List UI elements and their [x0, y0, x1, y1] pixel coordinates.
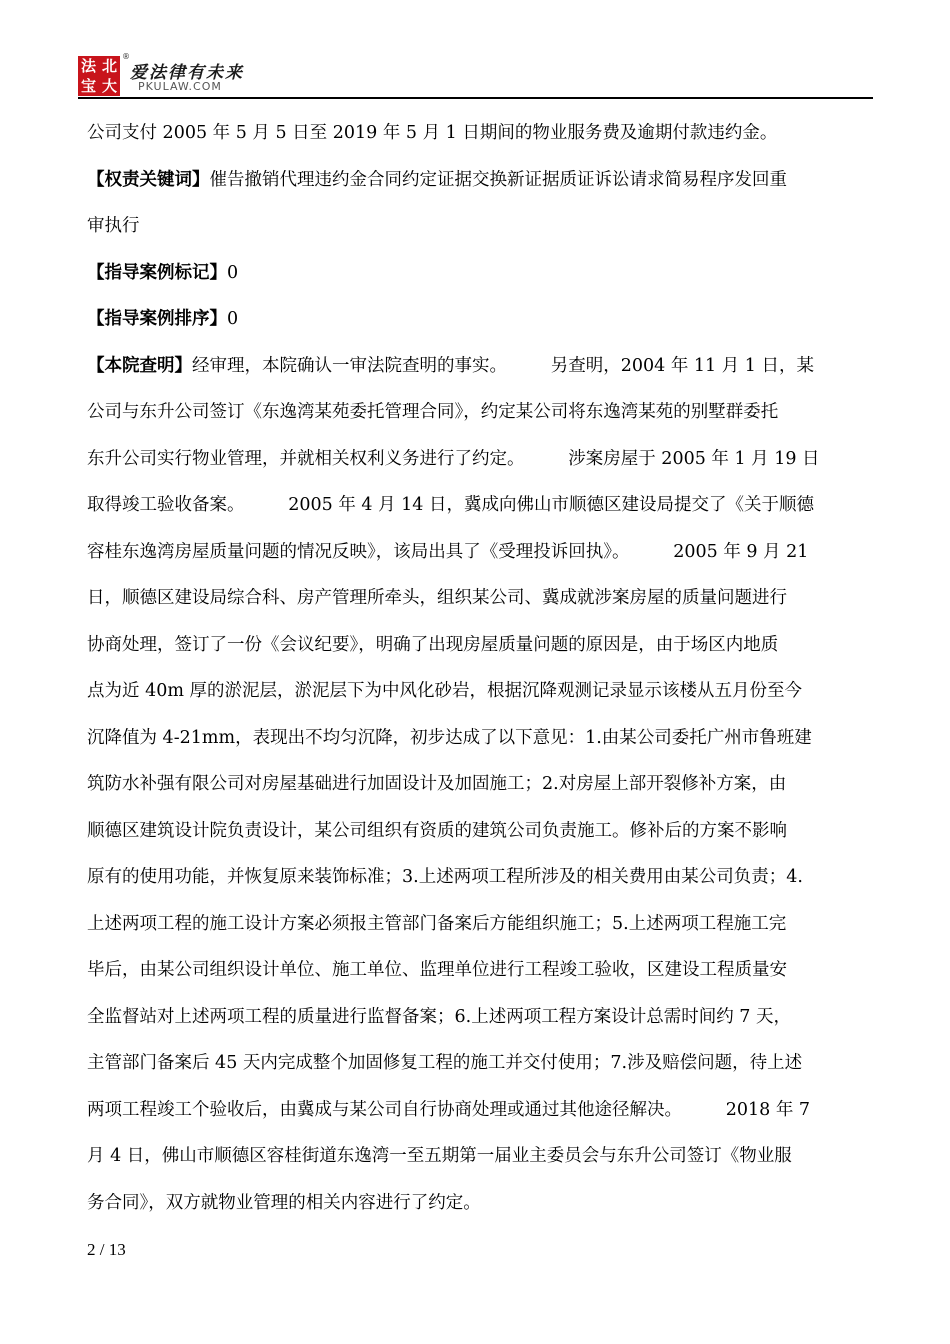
- facts-line: 两项工程竣工个验收后，由冀成与某公司自行协商处理或通过其他途径解决。 2018 年 7: [87, 1099, 811, 1120]
- seal-char-3: 宝: [80, 77, 96, 95]
- facts-line: 毕后，由某公司组织设计单位、施工单位、监理单位进行工程竣工验收，区建设工程质量安: [87, 960, 787, 980]
- facts-line: 日，顺德区建设局综合科、房产管理所牵头，组织某公司、冀成就涉案房屋的质量问题进行: [87, 588, 787, 608]
- facts-line: 顺德区建筑设计院负责设计，某公司组织有资质的建筑公司负责施工。修补后的方案不影响: [87, 820, 787, 841]
- document-body: [87, 110, 867, 1226]
- header-divider: [78, 97, 873, 99]
- seal-char-2: 北: [101, 57, 117, 75]
- registered-mark: ®: [122, 52, 130, 61]
- intro-line: 公司支付 2005 年 5 月 5 日至 2019 年 5 月 1 日期间的物业服务费及逾期付款违约金。: [87, 123, 778, 143]
- facts-line: 上述两项工程的施工设计方案必须报主管部门备案后方能组织施工；5.上述两项工程施工完: [87, 913, 787, 934]
- keywords-text-1: 催告撤销代理违约金合同约定证据交换新证据质证诉讼请求简易程序发回重: [209, 169, 787, 190]
- keywords-paragraph: [87, 157, 867, 250]
- facts-line: 点为近 40m 厚的淤泥层，淤泥层下为中风化砂岩，根据沉降观测记录显示该楼从五月份至今: [87, 681, 802, 701]
- guide-order-value: 0: [227, 309, 239, 329]
- facts-line: 沉降值为 4-21mm，表现出不均匀沉降，初步达成了以下意见：1.由某公司委托广州市鲁班建: [87, 727, 812, 748]
- guide-order-paragraph: [87, 296, 867, 343]
- logo-seal: [78, 56, 120, 96]
- guide-mark-value: 0: [227, 262, 239, 283]
- guide-order-line: [87, 296, 867, 343]
- facts-line: 公司与东升公司签订《东逸湾某苑委托管理合同》，约定某公司将东逸湾某苑的别墅群委托: [87, 402, 779, 422]
- facts-line: 东升公司实行物业管理，并就相关权利义务进行了约定。 涉案房屋于 2005 年 1 月 19 日: [87, 448, 820, 469]
- facts-paragraph: [87, 343, 867, 1227]
- page-header: [78, 52, 873, 98]
- logo-domain: PKULAW.COM: [138, 80, 222, 93]
- seal-char-4: 大: [101, 77, 117, 95]
- keywords-line-1: [87, 157, 867, 204]
- keywords-line-2: 审执行: [87, 216, 140, 236]
- guide-mark-paragraph: [87, 250, 867, 297]
- facts-line: 月 4 日，佛山市顺德区容桂街道东逸湾一至五期第一届业主委员会与东升公司签订《物业服: [87, 1146, 792, 1166]
- facts-text-1: 经审理，本院确认一审法院查明的事实。 另查明，2004 年 11 月 1 日，某: [192, 355, 814, 376]
- facts-line: 取得竣工验收备案。 2005 年 4 月 14 日，冀成向佛山市顺德区建设局提交了《关于顺德: [87, 495, 814, 515]
- guide-mark-line: [87, 250, 867, 297]
- guide-order-label: 【指导案例排序】: [87, 309, 227, 329]
- facts-line: 协商处理，签订了一份《会议纪要》，明确了出现房屋质量问题的原因是，由于场区内地质: [87, 634, 779, 655]
- facts-line: 原有的使用功能，并恢复原来装饰标准；3.上述两项工程所涉及的相关费用由某公司负责；4.: [87, 867, 803, 887]
- facts-line: 筑防水补强有限公司对房屋基础进行加固设计及加固施工；2.对房屋上部开裂修补方案，由: [87, 774, 787, 794]
- pkulaw-logo: [78, 52, 248, 96]
- facts-line: 容桂东逸湾房屋质量问题的情况反映》，该局出具了《受理投诉回执》。 2005 年 9 月 21: [87, 541, 809, 562]
- facts-line: 主管部门备案后 45 天内完成整个加固修复工程的施工并交付使用；7.涉及赔偿问题，待上述: [87, 1053, 803, 1073]
- facts-line-1: [87, 343, 867, 390]
- logo-slogan: 爱法律有未来: [130, 63, 244, 83]
- seal-char-1: 法: [80, 57, 96, 75]
- facts-line: 务合同》，双方就物业管理的相关内容进行了约定。: [87, 1192, 481, 1213]
- facts-line: 全监督站对上述两项工程的质量进行监督备案；6.上述两项工程方案设计总需时间约 7 天，: [87, 1006, 791, 1027]
- facts-label: 【本院查明】: [87, 355, 192, 376]
- guide-mark-label: 【指导案例标记】: [87, 262, 227, 283]
- intro-paragraph: [87, 110, 867, 157]
- keywords-label: 【权责关键词】: [87, 169, 210, 190]
- page-number: 2 / 13: [87, 1240, 126, 1259]
